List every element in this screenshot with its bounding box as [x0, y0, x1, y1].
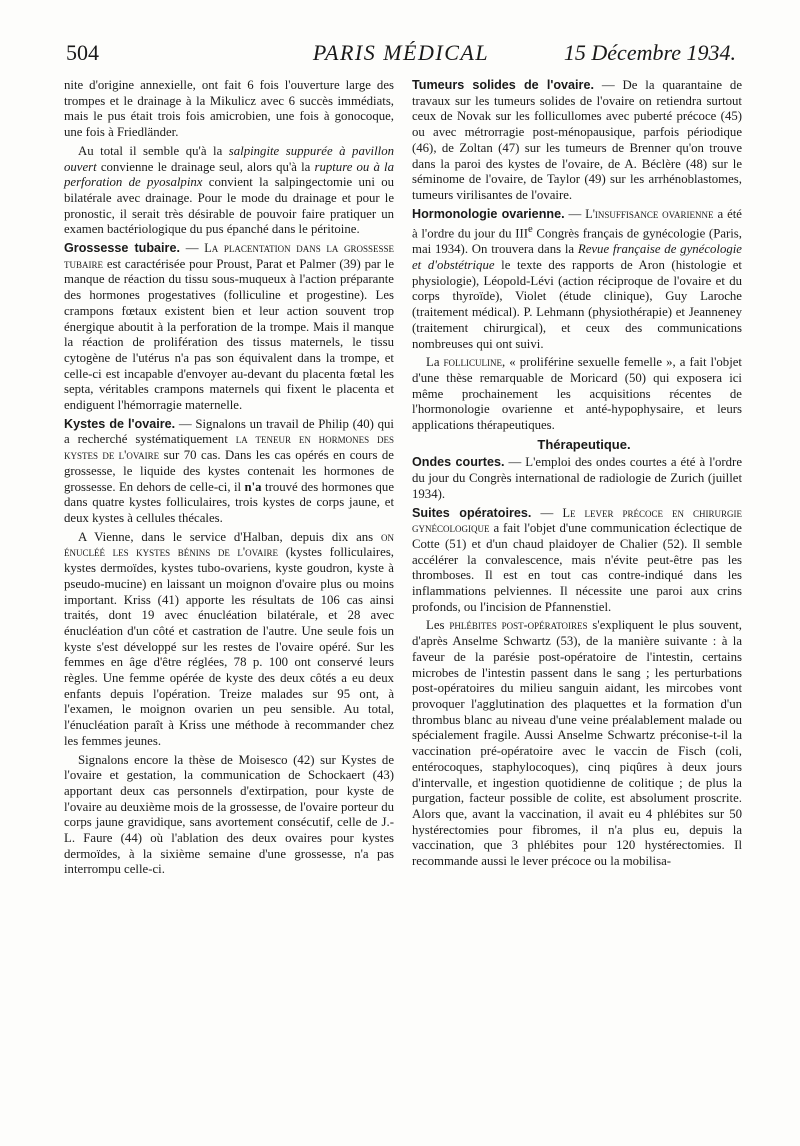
- paragraph-annexielle: nite d'origine annexielle, ont fait 6 fois l'ouverture large des trompes et le drainage à la Mikulicz avec 6 succès immédiats, mais le pus était trois fois amicrobien, une fois à gonocoque, une fois à Friedländer.: [64, 78, 394, 140]
- right-column: [412, 78, 742, 873]
- paragraph-grossesse-tubaire: Grossesse tubaire. — La placentation dans la grossesse tubaire est caractérisée pour Proust, Parat et Palmer (39) par le manque de réaction du tissu sous-muqueux à l'action préparante des hormones progestatives (folliculine et progestine). Les crampons fœtaux existent bien et leur action souvent trop énergique aboutit à la perforation de la trompe. Mais il manque la réaction de prolifération des tissus maternels, le tissu cytogène de l'utérus n'a pas son équivalent dans la trompe, et celle-ci est incapable d'envoyer au-devant du placenta fœtal les septa, véritables crampons maternels qui fixent le placenta et endiguent l'hémorragie maternelle.: [64, 241, 394, 413]
- page-number: 504: [66, 40, 99, 65]
- subheading-kystes-ovaire: Kystes de l'ovaire.: [64, 416, 176, 431]
- subheading-tumeurs-solides: Tumeurs solides de l'ovaire.: [412, 78, 594, 92]
- subheading-grossesse-tubaire: Grossesse tubaire.: [64, 241, 180, 256]
- paragraph-kystes-ovaire: Kystes de l'ovaire. — Signalons un travail de Philip (40) qui a recherché systématiquement la teneur en hormones des kystes de l'ovaire sur 70 cas. Dans les cas opérés en cours de grossesse, le liquide des kystes contenait les hormones de grossesse. En dehors de celle-ci, il n'a trouvé des hormones que dans quatre kystes folliculaires, trois kystes de corps jaune, et deux kystes à cellules thécales.: [64, 416, 394, 525]
- paragraph-au-total: Au total il semble qu'à la salpingite suppurée à pavillon ouvert convienne le drainage seul, alors qu'à la rupture ou à la perforation de pyosalpinx convient la salpingectomie uni ou bilatérale avec drainage. Pour le mode du drainage et pour le pronostic, il serait très désirable de pouvoir faire pratiquer un examen bactériologique du pus épanché dans le péritoine.: [64, 143, 394, 237]
- paragraph-folliculine: La folliculine, « proliférine sexuelle femelle », a fait l'objet d'une thèse remarquable de Moricard (50) qui exposera ici même prochainement les acquisitions récentes de l'hormonologie ovarienne et anté-hypophysaire, et leurs applications thérapeutiques.: [412, 355, 742, 433]
- running-header: [66, 36, 736, 70]
- issue-date: 15 Décembre 1934.: [563, 40, 736, 65]
- journal-title: PARIS MÉDICAL: [312, 40, 490, 65]
- paragraph-ondes-courtes: Ondes courtes. — L'emploi des ondes courtes a été à l'ordre du jour du Congrès international de radiologie de Zurich (juillet 1934).: [412, 455, 742, 501]
- paragraph-phlebites: Les phlébites post-opératoires s'expliquent le plus souvent, d'après Anselme Schwartz (53), de la manière suivante : à la faveur de la parésie post-opératoire de l'intestin, certains microbes de l'intestin passent dans le sang ; les perturbations post-opératoires du milieu sanguin aidant, les mircobes vont provoquer l'agglutination des plaquettes et la formation d'un thrombus blanc au niveau d'une veine préalablement malade ou spécialement fragile. Aussi Anselme Schwartz préconise-t-il la vaccination pré-opératoire avec le vaccin de Fisch (coli, entérocoques, staphylocoques), cinq piqûres à deux jours d'intervalle, et ingestion quotidienne de colitique ; de plus la purgation, facteur possible de colite, est absolument proscrite. Alors que, avant la vaccination, il avait eu 4 phlébites sur 50 hystérectomies pour fibromes, il n'a plus eu, depuis la vaccination, que 3 phlébites pour 120 hystérectomies. Il recommande aussi le lever précoce ou la mobilisa-: [412, 618, 742, 869]
- left-column: [64, 78, 394, 881]
- paragraph-vienne: A Vienne, dans le service d'Halban, depuis dix ans on énucléé les kystes bénins de l'ovaire (kystes folliculaires, kystes dermoïdes, kystes tubo-ovariens, kyste goudron, kyste à pseudo-mucine) en laissant un moignon d'ovaire plus ou moins important. Kriss (41) apporte les résultats de 106 cas ainsi traités, dont 19 avec énucléation bilatérale, et 28 avec énucléation d'un côté et castration de l'autre. Une seule fois un kyste s'est développé sur les restes de l'ovaire opéré. Sur les femmes en âge d'être réglées, 78 p. 100 ont conservé leurs règles. Une femme opérée de kyste des deux côtés a eu deux enfants depuis l'opération. Treize malades sur 95 ont, à l'examen, le moignon ovarien un peu sensible. Au total, l'énucléation paraît à Kriss une méthode à recommander chez les femmes jeunes.: [64, 529, 394, 748]
- subheading-ondes-courtes: Ondes courtes.: [412, 455, 505, 470]
- paragraph-tumeurs-solides: Tumeurs solides de l'ovaire. — De la quarantaine de travaux sur les tumeurs solides de l'ovaire on retiendra surtout ceux de Novak sur les follicullomes avec puberté précoce (45) ou avec métrorragie post-ménopausique, parfois périodique (46), de Zoltan (47) sur les tumeurs de Brenner qu'on trouve dans la paroi des kystes de l'ovaire, de A. Béclère (48) sur le séminome de l'ovaire, de Taylor (49) sur les arrhénoblastomes, tumeurs virilisantes de l'ovaire.: [412, 78, 743, 202]
- section-heading-therapeutique: Thérapeutique.: [537, 436, 631, 452]
- subheading-suites-operatoires: Suites opératoires.: [412, 505, 532, 520]
- subheading-hormonologie: Hormonologie ovarienne.: [412, 206, 565, 221]
- paragraph-suites-operatoires: Suites opératoires. — Le lever précoce en chirurgie gynécologique a fait l'objet d'une communication éclectique de Cotte (51) et d'un chaud plaidoyer de Chalier (52). Il semble accélérer la convalescence, mais n'évite peut-être pas les thromboses. Il est en tout cas contre-indiqué dans les inflammations pelviennes. Il nécessite une paroi aux crins profonds, ou l'incision de Pfannenstiel.: [412, 505, 742, 614]
- paragraph-hormonologie: Hormonologie ovarienne. — L'insuffisance ovarienne a été à l'ordre du jour du IIIe Congrès français de gynécologie (Paris, mai 1934). On trouvera dans la Revue française de gynécologie et d'obstétrique le texte des rapports de Aron (histologie et physiologie), Léopold-Lévi (action réciproque de l'ovaire et du corps thyroïde), Violet (étude clinique), Guy Laroche (traitement médical). P. Lehmann (physiothérapie) et Jeanneney (traitement chirurgical), et ceux des communications nombreuses qui ont suivi.: [412, 206, 742, 351]
- paragraph-moisesco: Signalons encore la thèse de Moisesco (42) sur Kystes de l'ovaire et gestation, la communication de Schockaert (43) apportant deux cas personnels d'extirpation, pour kyste de l'ovaire au deuxième mois de la grossesse, de l'ovaire porteur du corps jaune gravidique, sans avortement consécutif, celle de J.-L. Faure (44) où l'ablation des deux ovaires pour kystes dermoïdes, à la sixième semaine d'une grossesse, n'a pas interrompu celle-ci.: [64, 752, 394, 877]
